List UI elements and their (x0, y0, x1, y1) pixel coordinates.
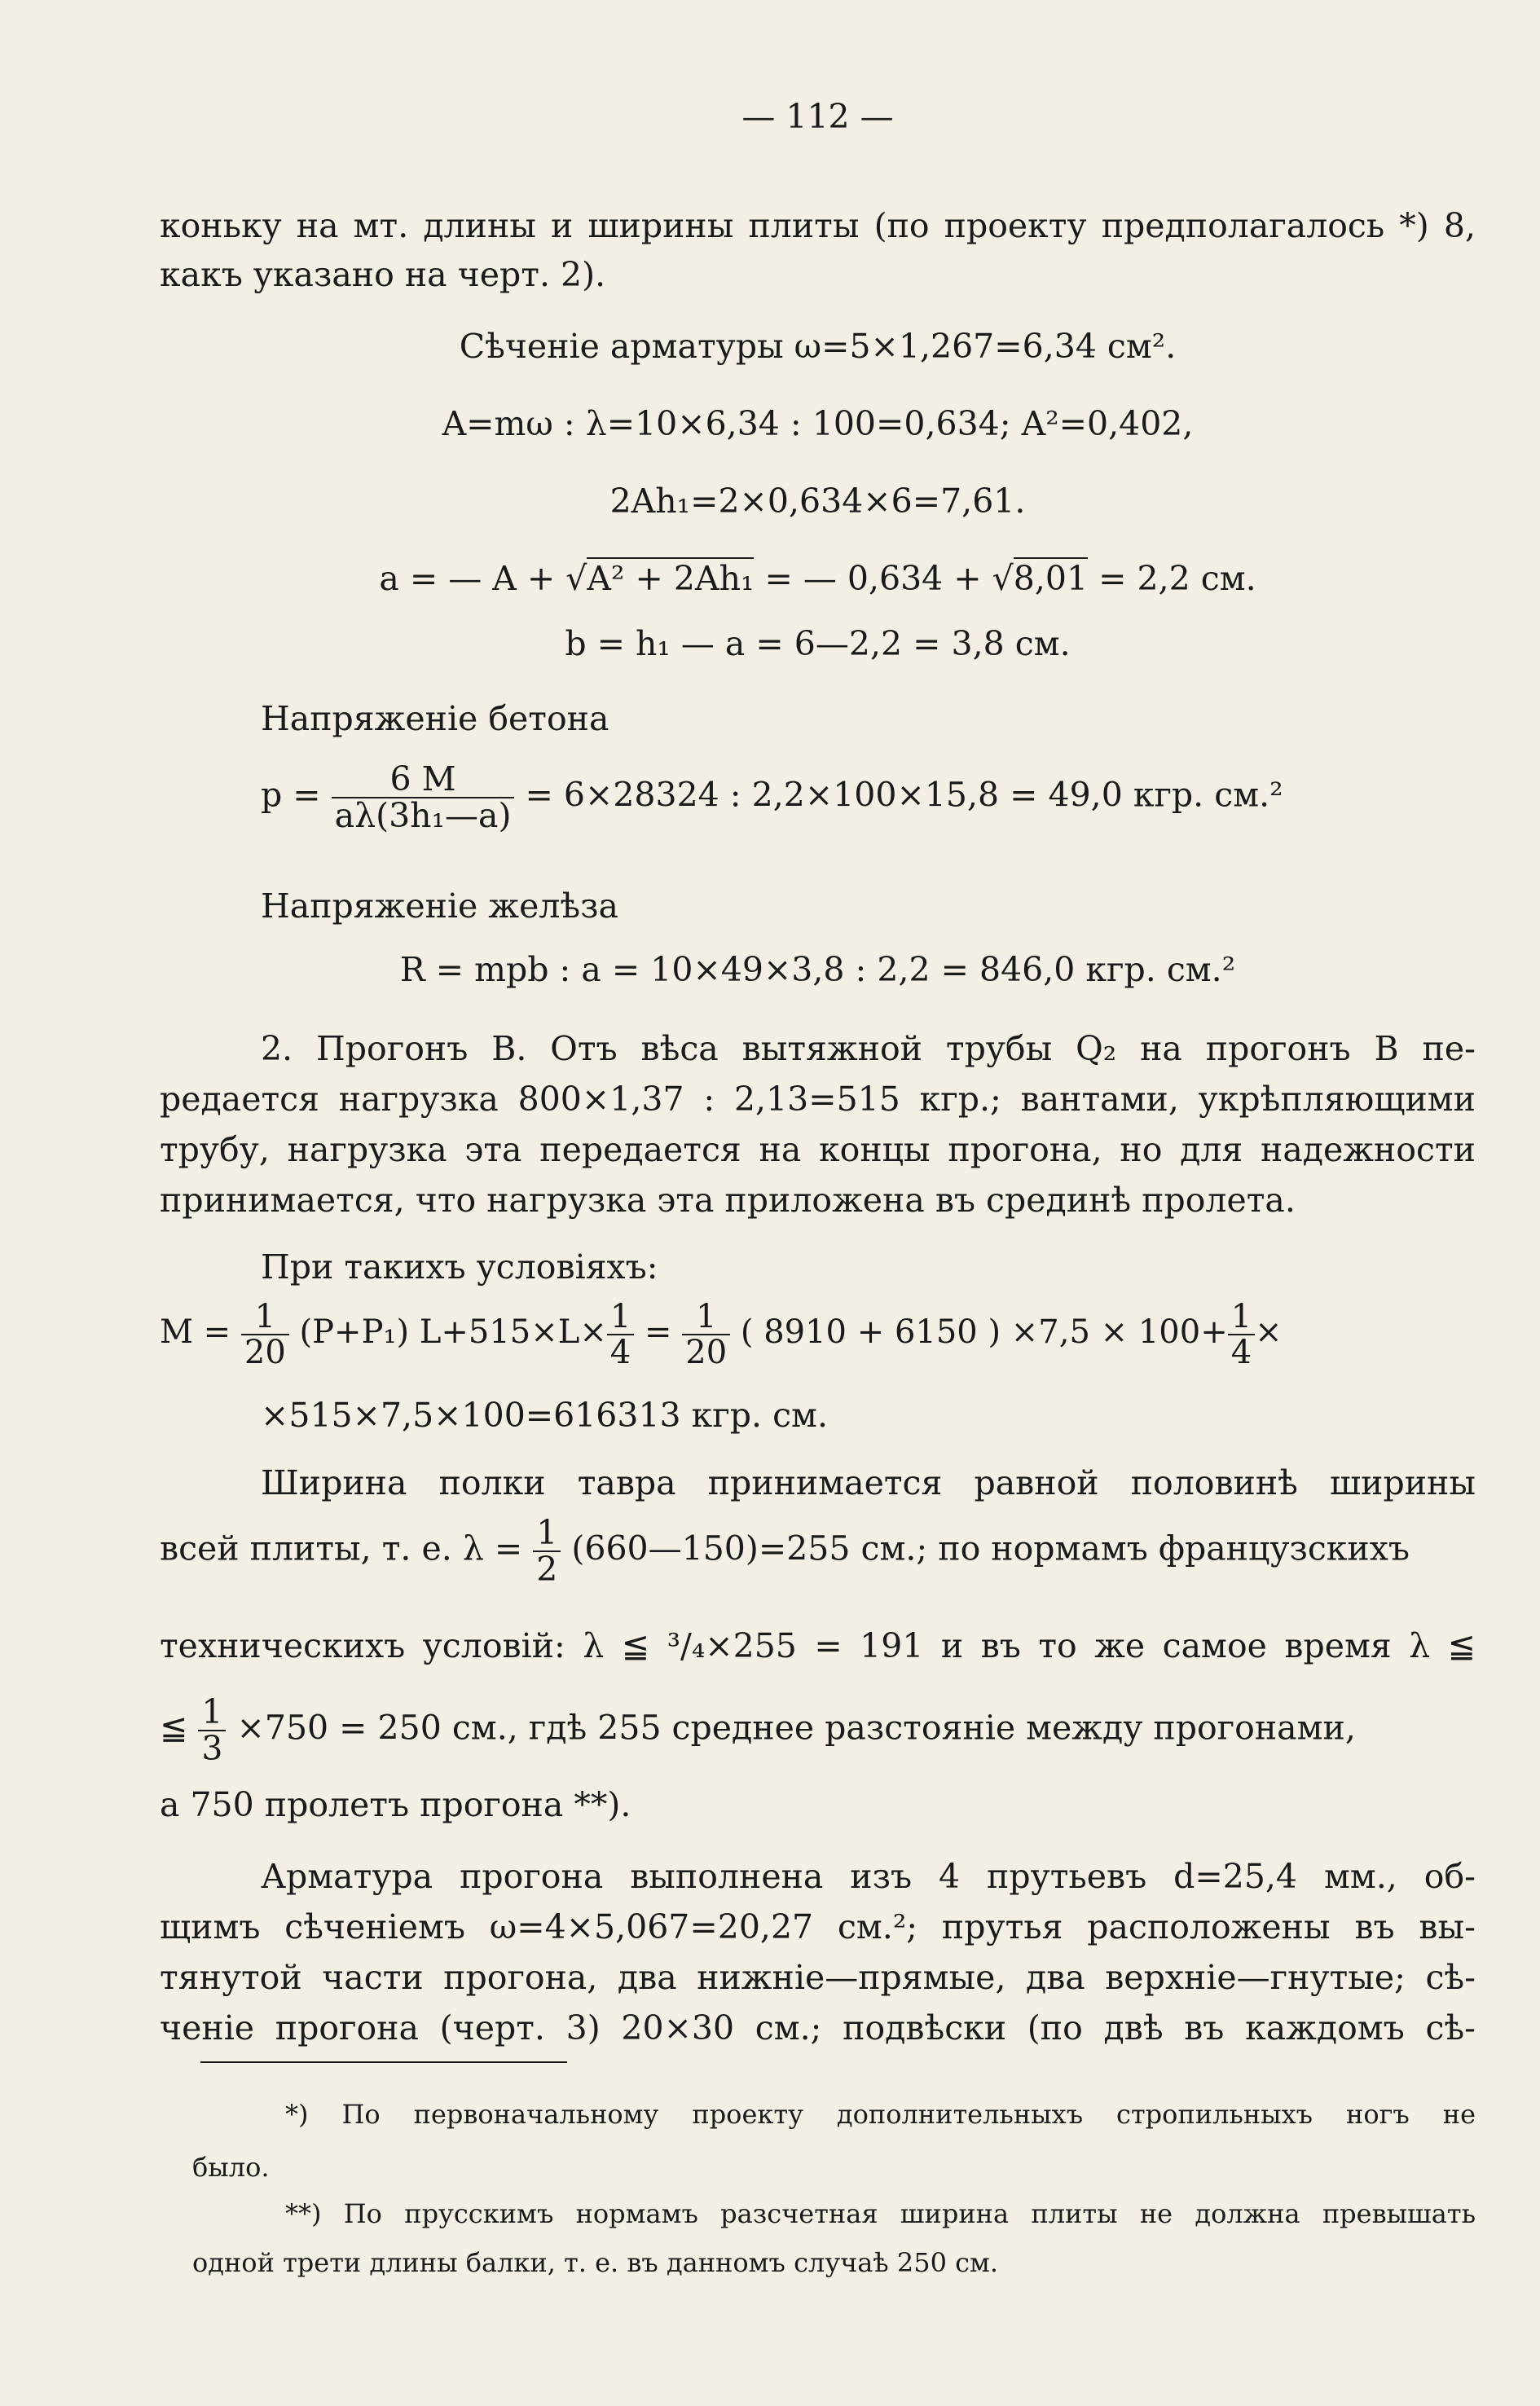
formula-part: = 2,2 см. (1088, 559, 1256, 598)
footnote-line: было. (192, 2152, 270, 2183)
formula-part: (660—150)=255 см.; по нормамъ французскихъ (561, 1528, 1410, 1568)
text-line: принимается, что нагрузка эта приложена въ срединѣ пролета. (160, 1181, 1296, 1220)
denominator: 20 (244, 1334, 286, 1371)
text-line: коньку на мт. длины и ширины плиты (по проекту предполагалось *) 8, (160, 206, 1476, 245)
numerator: 1 (198, 1695, 226, 1731)
fraction (682, 1300, 730, 1370)
formula-line: A=mω : λ=10×6,34 : 100=0,634; A²=0,402, (442, 404, 1194, 443)
text-line: ченіе прогона (черт. 3) 20×30 см.; подвѣски (по двѣ въ каждомъ сѣ- (160, 2008, 1476, 2048)
text-line: Арматура прогона выполнена изъ 4 прутьевъ d=25,4 мм., об- (261, 1857, 1476, 1896)
text-line: редается нагрузка 800×1,37 : 2,13=515 кгр.; вантами, укрѣпляющими (160, 1080, 1476, 1119)
formula-part: a = — A + √ (379, 559, 587, 598)
fraction (198, 1692, 226, 1769)
radicand: 8,01 (1013, 559, 1089, 598)
denominator: 3 (201, 1729, 223, 1769)
formula-part: ( 8910 + 6150 ) ×7,5 × 100+ (730, 1313, 1228, 1351)
footnote-divider (200, 2061, 567, 2063)
footnote-line: одной трети длины балки, т. е. въ данномъ случаѣ 250 см. (192, 2247, 999, 2278)
fraction (533, 1513, 561, 1590)
formula-part: M = (160, 1313, 241, 1351)
formula-part: ≦ (160, 1708, 199, 1748)
numerator: 1 (682, 1300, 730, 1335)
text-line: a 750 пролетъ прогона **). (160, 1785, 631, 1824)
text-line: щимъ сѣченіемъ ω=4×5,067=20,27 см.²; прутья расположены въ вы- (160, 1907, 1476, 1946)
formula-line (160, 1692, 1356, 1769)
text-line: техническихъ условій: λ ≦ ³/₄×255 = 191 и въ то же самое время λ ≦ (160, 1626, 1476, 1665)
numerator: 6 M (332, 762, 515, 798)
text-line: Напряженіе желѣза (261, 886, 618, 926)
formula-part: ×750 = 250 см., гдѣ 255 среднее разстояніе между прогонами, (226, 1708, 1356, 1748)
formula-line: ×515×7,5×100=616313 кгр. см. (261, 1396, 828, 1435)
text-line: какъ указано на черт. 2). (160, 255, 606, 294)
radicand: A² + 2Ah₁ (587, 559, 755, 598)
formula-part: = (634, 1313, 683, 1351)
fraction (607, 1300, 634, 1370)
formula-line: Сѣченіе арматуры ω=5×1,267=6,34 см². (459, 327, 1177, 366)
formula-part: × (1255, 1313, 1283, 1351)
numerator: 1 (533, 1515, 561, 1552)
formula-line: 2Ah₁=2×0,634×6=7,61. (609, 482, 1026, 521)
denominator: 4 (1230, 1334, 1252, 1371)
formula-part: p = (261, 775, 332, 815)
fraction (332, 759, 515, 836)
numerator: 1 (241, 1300, 289, 1335)
formula-part: всей плиты, т. е. λ = (160, 1528, 534, 1568)
numerator: 1 (607, 1300, 634, 1335)
denominator: aλ(3h₁—a) (334, 796, 512, 836)
numerator: 1 (1228, 1300, 1255, 1335)
footnote-line: **) По прусскимъ нормамъ разсчетная ширина плиты не должна превышать (285, 2198, 1476, 2229)
formula-part: = 6×28324 : 2,2×100×15,8 = 49,0 кгр. см.² (514, 775, 1283, 815)
text-line: тянутой части прогона, два нижніе—прямые, два верхніе—гнутые; сѣ- (160, 1958, 1476, 1997)
formula-line (160, 1300, 1283, 1370)
text-line: Напряженіе бетона (261, 699, 609, 738)
denominator: 2 (536, 1550, 558, 1590)
fraction (1228, 1300, 1255, 1370)
formula-line (160, 558, 1476, 599)
fraction (241, 1300, 289, 1370)
formula-line (160, 1513, 1410, 1590)
formula-part: = — 0,634 + √ (754, 559, 1014, 598)
denominator: 20 (685, 1334, 728, 1371)
footnote-line: *) По первоначальному проекту дополнительныхъ стропильныхъ ногъ не (285, 2099, 1476, 2130)
text-line: трубу, нагрузка эта передается на концы прогона, но для надежности (160, 1130, 1476, 1169)
text-line: При такихъ условіяхъ: (261, 1247, 658, 1287)
text-line: 2. Прогонъ B. Отъ вѣса вытяжной трубы Q₂ на прогонъ B пе- (261, 1029, 1476, 1068)
formula-line: b = h₁ — a = 6—2,2 = 3,8 см. (565, 624, 1071, 663)
formula-line: R = mpb : a = 10×49×3,8 : 2,2 = 846,0 кгр. см.² (399, 950, 1236, 989)
formula-part: (P+P₁) L+515×L× (288, 1313, 607, 1351)
text-line: Ширина полки тавра принимается равной половинѣ ширины (261, 1463, 1476, 1502)
page-number: — 112 — (741, 97, 894, 136)
formula-line (261, 759, 1283, 836)
denominator: 4 (609, 1334, 631, 1371)
